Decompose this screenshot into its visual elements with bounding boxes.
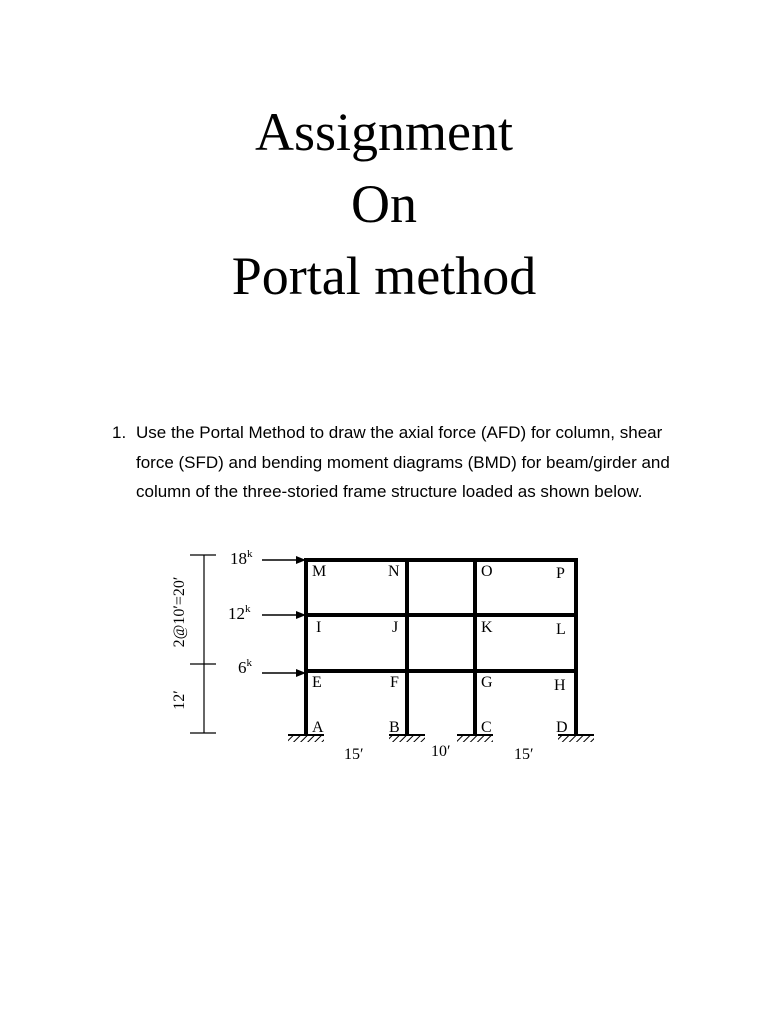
question-text: Use the Portal Method to draw the axial force (AFD) for column, shear force (SFD) and bending moment diagrams (BMD) for beam/girder and column of the three-storied frame structure loaded as shown below. [136,423,670,501]
load-bottom-unit: k [246,657,252,669]
span-label-3: 15′ [514,746,534,763]
load-middle-unit: k [245,603,251,615]
upper-height-label: 2@10′=20′ [171,576,188,648]
load-top-unit: k [247,548,253,560]
document-title [0,96,768,312]
fixed-supports [288,735,594,742]
question-number: 1. [112,423,127,442]
node-g: G [481,674,493,691]
load-bottom-value: 6 [238,658,247,677]
height-dimension [190,555,216,733]
frame-diagram [0,540,768,780]
node-i: I [316,619,322,636]
span-label-2: 10′ [431,743,451,760]
node-e: E [312,674,322,691]
node-a: A [312,719,324,736]
node-k: K [481,619,493,636]
title-line-3: Portal method [231,246,537,306]
node-l: L [556,621,566,638]
title-line-1: Assignment [254,102,513,162]
lower-height-label: 12′ [171,690,188,710]
title-line-2: On [351,174,417,234]
span-label-1: 15′ [344,746,364,763]
load-top-label [230,548,253,568]
node-p: P [556,565,565,582]
load-middle-label [228,603,251,623]
node-o: O [481,563,493,580]
frame-members [306,560,576,734]
node-m: M [312,563,327,580]
load-arrows [262,556,306,677]
node-n: N [388,563,400,580]
load-bottom-label [238,657,253,677]
node-f: F [390,674,399,691]
node-d: D [556,719,568,736]
load-top-value: 18 [230,549,247,568]
node-h: H [554,677,566,694]
load-middle-value: 12 [228,604,245,623]
node-c: C [481,719,492,736]
node-b: B [389,719,400,736]
node-j: J [392,619,399,636]
